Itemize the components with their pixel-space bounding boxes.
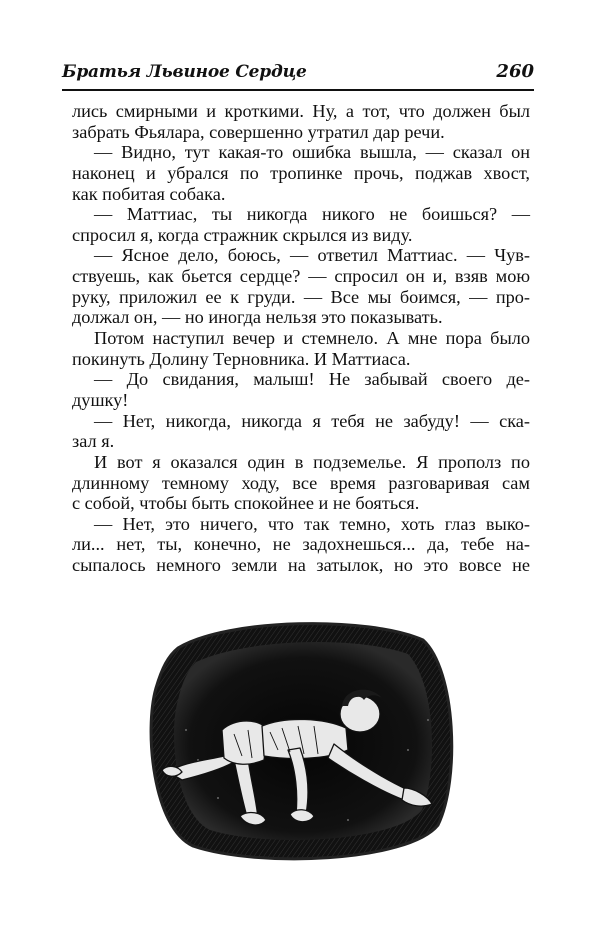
text-line: должал он, — но иногда нельзя это показывать. <box>72 307 443 328</box>
text-line: спросил я, когда стражник скрылся из виду. <box>72 224 413 245</box>
text-line: ствуешь, как бьется сердце? — спросил он и, взяв мою <box>72 266 530 287</box>
text-line: Потом наступил вечер и стемнело. А мне пора было <box>94 328 530 349</box>
text-line: руку, приложил ее к груди. — Все мы боимся, — про- <box>72 286 530 307</box>
text-line: длинному темному ходу, все время разговаривая сам <box>72 472 530 493</box>
text-line: — Нет, никогда, никогда я тебя не забуду! — ска- <box>94 410 530 431</box>
text-line: — Маттиас, ты никогда никого не боишься? — <box>94 204 530 225</box>
text-line: — Ясное дело, боюсь, — ответил Маттиас. — Чув- <box>94 245 530 266</box>
crawling-boy-in-tunnel-icon <box>138 610 463 870</box>
text-line: И вот я оказался один в подземелье. Я прополз по <box>94 451 530 472</box>
text-line: с собой, чтобы быть спокойнее и не бояться. <box>72 493 420 514</box>
text-line: забрать Фьялара, совершенно утратил дар речи. <box>72 121 445 142</box>
page-header <box>62 60 534 90</box>
text-line: лись смирными и кроткими. Ну, а тот, что должен был <box>72 101 530 121</box>
text-line: ли... нет, ты, конечно, не задохнешься... да, тебе на- <box>72 534 530 555</box>
text-line: сыпалось немного земли на затылок, но это вовсе не <box>72 555 530 576</box>
body-text <box>72 101 530 576</box>
header-rule <box>62 89 534 91</box>
text-line: зал я. <box>72 431 115 452</box>
text-line: — Нет, это ничего, что так темно, хоть глаз выко- <box>94 513 530 534</box>
text-line: как побитая собака. <box>72 183 226 204</box>
text-line: душку! <box>72 389 129 410</box>
running-title: Братья Львиное Сердце <box>62 62 307 82</box>
text-line: наконец и убрался по тропинке прочь, поджав хвост, <box>72 162 530 183</box>
text-line: — Видно, тут какая-то ошибка вышла, — сказал он <box>94 142 530 163</box>
text-line: покинуть Долину Терновника. И Маттиаса. <box>72 348 411 369</box>
text-line: — До свидания, малыш! Не забывай своего де- <box>94 369 530 390</box>
page-number: 260 <box>496 61 534 82</box>
